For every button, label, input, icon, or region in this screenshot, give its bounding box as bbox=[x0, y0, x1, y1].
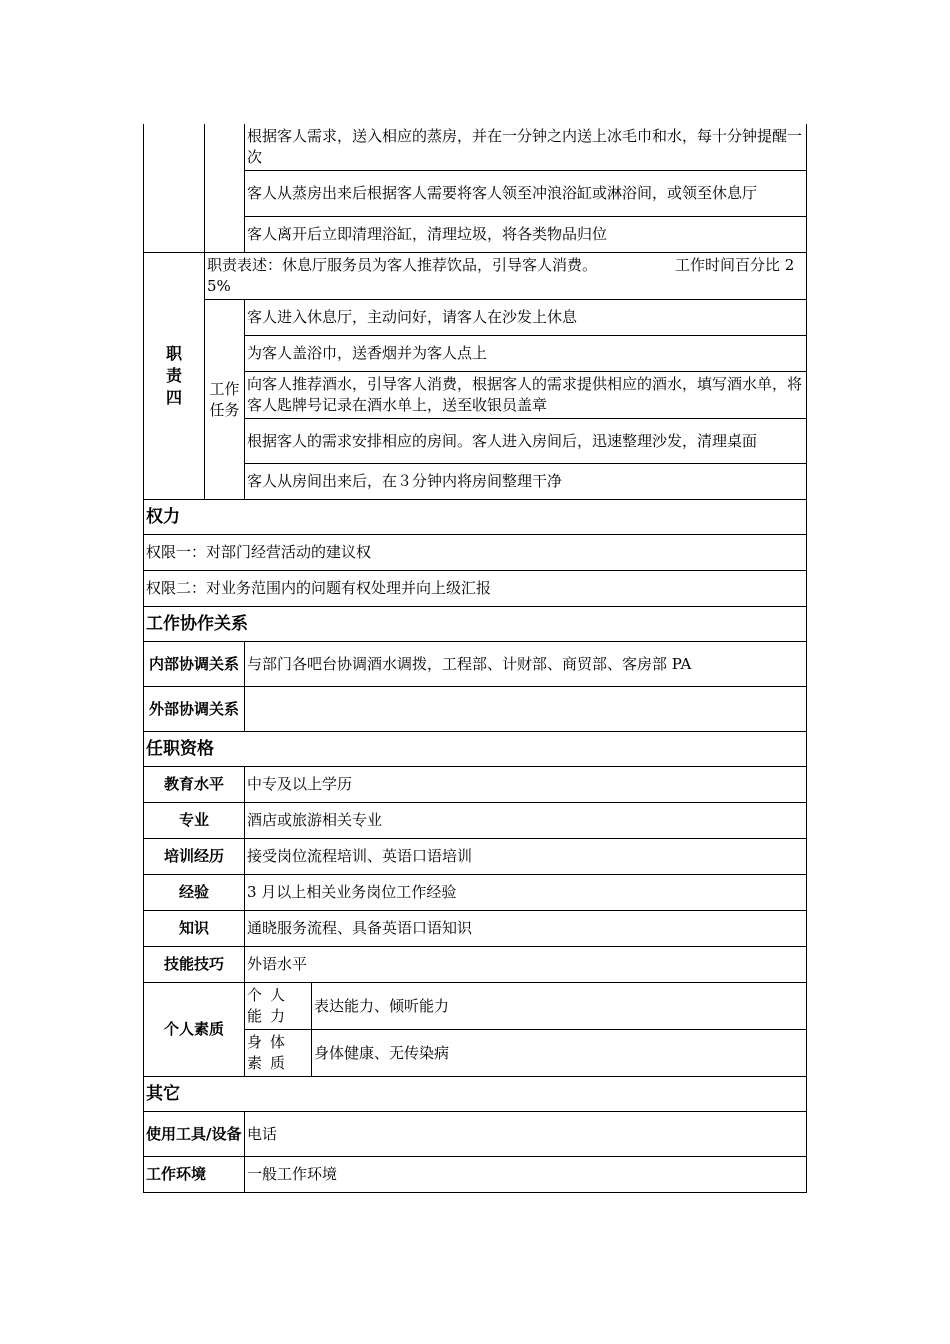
internal-coordination-row bbox=[144, 642, 807, 687]
job-description-table bbox=[143, 124, 807, 1193]
qualification-value: 3 月以上相关业务岗位工作经验 bbox=[245, 875, 807, 911]
qualification-label: 专业 bbox=[144, 803, 245, 839]
authority-row bbox=[144, 571, 807, 607]
authority-section-header bbox=[144, 500, 807, 535]
qualification-row bbox=[144, 911, 807, 947]
qualification-row bbox=[144, 947, 807, 983]
duty4-label bbox=[144, 253, 205, 500]
qualification-value: 中专及以上学历 bbox=[245, 767, 807, 803]
duty4-task-row bbox=[144, 300, 807, 336]
duty4-task-label-text: 工作任务 bbox=[209, 379, 240, 419]
duty3-task: 客人离开后立即清理浴缸，清理垃圾，将各类物品归位 bbox=[245, 217, 807, 253]
external-coordination-row bbox=[144, 687, 807, 732]
personal-quality-row bbox=[144, 983, 807, 1030]
tools-label: 使用工具/设备 bbox=[144, 1112, 245, 1157]
personal-quality-label: 个人素质 bbox=[144, 983, 245, 1077]
qualification-row bbox=[144, 767, 807, 803]
environment-row bbox=[144, 1157, 807, 1193]
tools-value: 电话 bbox=[245, 1112, 807, 1157]
duty3-task-row bbox=[144, 124, 807, 171]
job-description-page bbox=[143, 124, 806, 1193]
duty4-task: 客人从房间出来后，在３分钟内将房间整理干净 bbox=[245, 464, 807, 500]
external-coordination-label: 外部协调关系 bbox=[144, 687, 245, 732]
duty4-time-percent: 工作时间百分比 25% bbox=[207, 256, 795, 295]
duty4-statement bbox=[205, 253, 807, 300]
qualification-value: 外语水平 bbox=[245, 947, 807, 983]
other-section-header bbox=[144, 1077, 807, 1112]
authority-row bbox=[144, 535, 807, 571]
duty4-statement-text: 职责表述：休息厅服务员为客人推荐饮品，引导客人消费。 bbox=[207, 256, 598, 274]
qualification-row bbox=[144, 839, 807, 875]
duty4-task: 客人进入休息厅，主动问好，请客人在沙发上休息 bbox=[245, 300, 807, 336]
authority-title: 权力 bbox=[144, 500, 807, 535]
duty4-task-label bbox=[205, 300, 245, 500]
physical-quality-value: 身体健康、无传染病 bbox=[312, 1030, 807, 1077]
qualification-label: 技能技巧 bbox=[144, 947, 245, 983]
qualification-value: 酒店或旅游相关专业 bbox=[245, 803, 807, 839]
qualification-label: 培训经历 bbox=[144, 839, 245, 875]
duty3-label-cell bbox=[144, 124, 205, 253]
qualification-row bbox=[144, 803, 807, 839]
authority-item: 权限二：对业务范围内的问题有权处理并向上级汇报 bbox=[144, 571, 807, 607]
other-title: 其它 bbox=[144, 1077, 807, 1112]
tools-row bbox=[144, 1112, 807, 1157]
environment-value: 一般工作环境 bbox=[245, 1157, 807, 1193]
personal-ability-label: 个人能力 bbox=[245, 983, 312, 1030]
qualification-label: 知识 bbox=[144, 911, 245, 947]
duty3-task: 客人从蒸房出来后根据客人需要将客人领至冲浪浴缸或淋浴间，或领至休息厅 bbox=[245, 171, 807, 217]
internal-coordination-label: 内部协调关系 bbox=[144, 642, 245, 687]
duty4-label-text: 职责四 bbox=[166, 344, 183, 407]
authority-item: 权限一：对部门经营活动的建议权 bbox=[144, 535, 807, 571]
duty3-task: 根据客人需求，送入相应的蒸房，并在一分钟之内送上冰毛巾和水，每十分钟提醒一次 bbox=[245, 124, 807, 171]
cooperation-title: 工作协作关系 bbox=[144, 607, 807, 642]
physical-quality-label: 身体素质 bbox=[245, 1030, 312, 1077]
qualification-row bbox=[144, 875, 807, 911]
qualification-label: 经验 bbox=[144, 875, 245, 911]
duty3-task-label-cell bbox=[205, 124, 245, 253]
internal-coordination-value: 与部门各吧台协调酒水调拨，工程部、计财部、商贸部、客房部 PA bbox=[245, 642, 807, 687]
qualification-value: 接受岗位流程培训、英语口语培训 bbox=[245, 839, 807, 875]
duty4-task: 为客人盖浴巾，送香烟并为客人点上 bbox=[245, 336, 807, 372]
duty4-task: 向客人推荐酒水，引导客人消费，根据客人的需求提供相应的酒水，填写酒水单，将客人匙牌号记录在酒水单上，送至收银员盖章 bbox=[245, 372, 807, 419]
duty4-statement-row bbox=[144, 253, 807, 300]
cooperation-section-header bbox=[144, 607, 807, 642]
duty4-task: 根据客人的需求安排相应的房间。客人进入房间后，迅速整理沙发，清理桌面 bbox=[245, 419, 807, 464]
qualification-section-header bbox=[144, 732, 807, 767]
external-coordination-value bbox=[245, 687, 807, 732]
environment-label: 工作环境 bbox=[144, 1157, 245, 1193]
qualification-value: 通晓服务流程、具备英语口语知识 bbox=[245, 911, 807, 947]
qualification-title: 任职资格 bbox=[144, 732, 807, 767]
personal-ability-value: 表达能力、倾听能力 bbox=[312, 983, 807, 1030]
qualification-label: 教育水平 bbox=[144, 767, 245, 803]
